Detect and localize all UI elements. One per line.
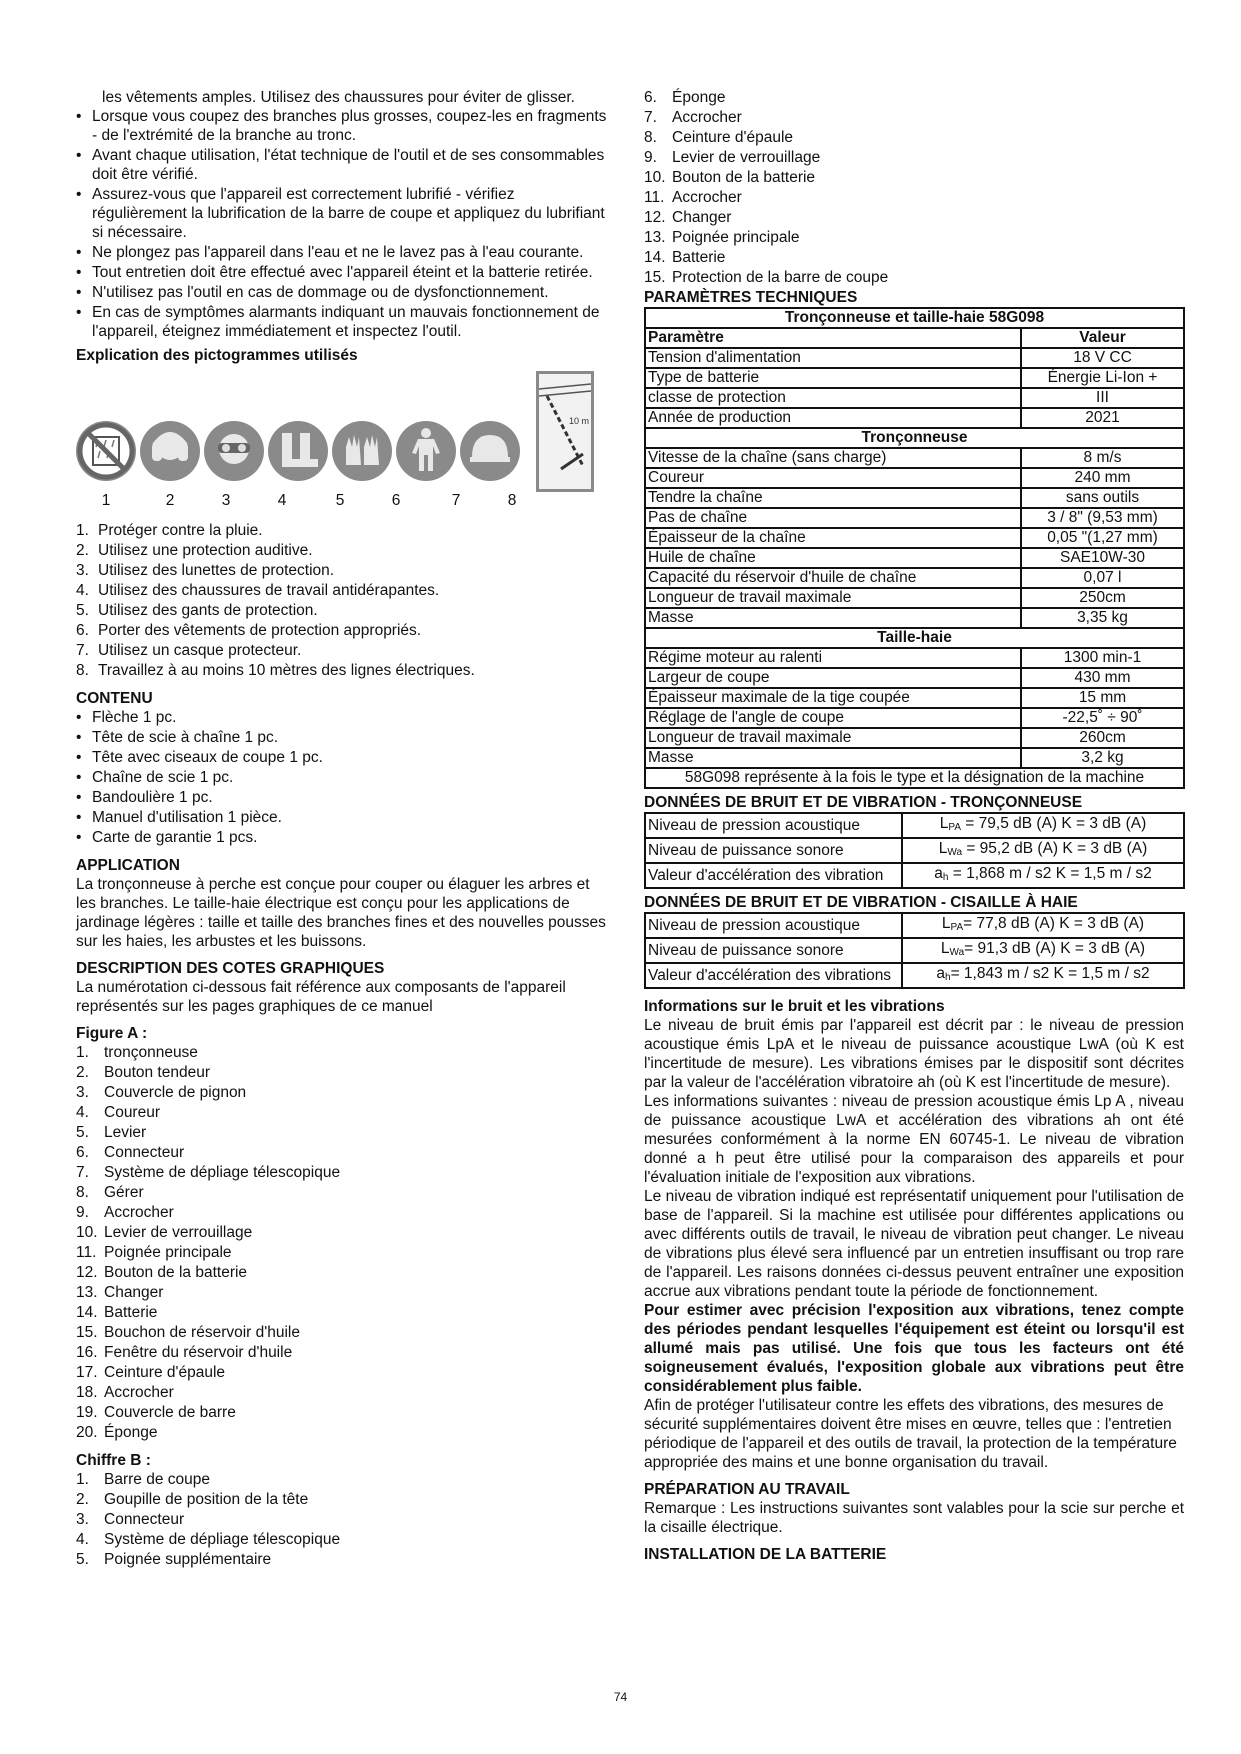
param-cell: Tendre la chaîne: [645, 488, 1021, 508]
item-number: 1.: [76, 1471, 89, 1488]
param-cell: Vitesse de la chaîne (sans charge): [645, 448, 1021, 468]
item-text: Accrocher: [104, 1204, 174, 1221]
pictogram-item: [76, 581, 612, 600]
intro-continuation: les vêtements amples. Utilisez des chaussures pour éviter de glisser.: [102, 89, 575, 106]
tech-row: [645, 728, 1184, 748]
figure-a-item: [76, 1103, 612, 1122]
item-text: Protection de la barre de coupe: [672, 269, 889, 286]
noise-param-cell: Valeur d'accélération des vibration: [645, 863, 902, 888]
item-text: Goupille de position de la tête: [104, 1491, 309, 1508]
figure-b-item: [644, 188, 1184, 207]
item-number: 6.: [76, 1144, 89, 1161]
pictogram-number: 3: [221, 492, 231, 509]
item-number: 11.: [644, 189, 665, 206]
item-text: Levier de verrouillage: [672, 149, 821, 166]
item-number: 3.: [76, 1511, 89, 1528]
noise-param-cell: Niveau de pression acoustique: [645, 913, 902, 938]
noise-row: [645, 938, 1184, 963]
figure-a-item: [76, 1403, 612, 1422]
item-number: 14.: [76, 1304, 98, 1321]
figure-a-item: [76, 1383, 612, 1402]
item-number: 10.: [644, 169, 666, 186]
item-text: Bouton de la batterie: [104, 1264, 248, 1281]
chainsaw-section-heading: Tronçonneuse: [645, 428, 1184, 448]
tech-table-title-row: [645, 308, 1184, 328]
noise-symbol: L: [940, 940, 950, 957]
item-number: 2.: [76, 1064, 89, 1081]
figure-b-item: [644, 228, 1184, 247]
pictogram-numbers: [76, 491, 596, 511]
tech-row: [645, 368, 1184, 388]
tech-row: [645, 488, 1184, 508]
param-cell: Épaisseur de la chaîne: [645, 528, 1021, 548]
tech-table-title: Tronçonneuse et taille-haie 58G098: [645, 308, 1184, 328]
noise-param-cell: Niveau de puissance sonore: [645, 838, 902, 863]
item-text: Accrocher: [672, 189, 742, 206]
figure-b-item: [644, 128, 1184, 147]
noise-subscript: Wa: [949, 947, 965, 958]
protective-clothing-icon: [396, 421, 456, 481]
item-number: 5.: [76, 602, 89, 619]
pictogram-explanation-list: [76, 521, 612, 680]
safety-bullet: • Ne plongez pas l'appareil dans l'eau et ne le lavez pas à l'eau courante.: [76, 243, 612, 262]
value-cell: 3,2 kg: [1021, 748, 1184, 768]
content-heading: CONTENU: [76, 690, 153, 707]
value-cell: 1300 min-1: [1021, 648, 1184, 668]
figure-b-item: [76, 1550, 612, 1569]
safety-bullet: • Assurez-vous que l'appareil est correctement lubrifié - vérifiez régulièrement la lubrification de la barre de coupe et appliquez du lubrifiant si nécessaire.: [76, 185, 612, 242]
item-text: Travaillez à au moins 10 mètres des lignes électriques.: [98, 662, 475, 679]
figure-a-item: [76, 1223, 612, 1242]
content-item: • Tête avec ciseaux de coupe 1 pc.: [76, 748, 612, 767]
item-text: Porter des vêtements de protection appropriés.: [98, 622, 422, 639]
tech-row: [645, 528, 1184, 548]
param-cell: classe de protection: [645, 388, 1021, 408]
item-text: Changer: [672, 209, 732, 226]
value-cell: 8 m/s: [1021, 448, 1184, 468]
noise-value-cell: [902, 938, 1184, 963]
tech-row: [645, 408, 1184, 428]
noise-chainsaw-heading: DONNÉES DE BRUIT ET DE VIBRATION - TRONÇONNEUSE: [644, 794, 1083, 811]
figure-a-item: [76, 1283, 612, 1302]
value-cell: SAE10W-30: [1021, 548, 1184, 568]
noise-value: = 77,8 dB (A) K = 3 dB (A): [963, 915, 1145, 932]
figure-a-item: [76, 1423, 612, 1442]
param-cell: Épaisseur maximale de la tige coupée: [645, 688, 1021, 708]
info-bold-paragraph: Pour estimer avec précision l'exposition aux vibrations, tenez compte des périodes pendant lesquelles l'équipement est éteint ou lorsqu'il est allumé mais pas utilisé. Une fois que tous les facteurs ont été soigneusement évalués, l'exposition globale aux vibrations peut être considérablement plus faible.: [644, 1302, 1184, 1395]
figure-b-item: [76, 1470, 612, 1489]
info-heading: Informations sur le bruit et les vibrations: [644, 998, 945, 1015]
item-number: 2.: [76, 542, 89, 559]
right-column: [644, 88, 1184, 1564]
item-number: 7.: [76, 642, 89, 659]
item-number: 4.: [76, 1531, 89, 1548]
value-cell: 0,05 "(1,27 mm): [1021, 528, 1184, 548]
pictogram-number: 6: [391, 492, 401, 509]
param-cell: Type de batterie: [645, 368, 1021, 388]
pictogram-number: 7: [451, 492, 461, 509]
noise-hedge-heading: DONNÉES DE BRUIT ET DE VIBRATION - CISAILLE À HAIE: [644, 894, 1078, 911]
figure-a-heading: Figure A :: [76, 1025, 148, 1042]
noise-value: = 91,3 dB (A) K = 3 dB (A): [964, 940, 1146, 957]
item-number: 7.: [76, 1164, 89, 1181]
chainsaw-section-heading-row: [645, 428, 1184, 448]
noise-value: = 79,5 dB (A) K = 3 dB (A): [961, 815, 1147, 832]
tech-row: [645, 708, 1184, 728]
noise-subscript: Wa: [947, 847, 963, 858]
item-text: Poignée supplémentaire: [104, 1551, 272, 1568]
figure-a-item: [76, 1083, 612, 1102]
item-number: 20.: [76, 1424, 98, 1441]
pictogram-number: 1: [101, 492, 111, 509]
left-column: [76, 88, 612, 1570]
tech-row: [645, 348, 1184, 368]
param-cell: Coureur: [645, 468, 1021, 488]
info-paragraph-2: Les informations suivantes : niveau de pression acoustique émis Lp A , niveau de puissance acoustique LwA et accélération des vibrations ah ont été mesurées conformément à la norme EN 60745-1. Le niveau de vibration donné a h peut être utilisé pour la comparaison des appareils et pour l'évaluation initiale de l'exposition aux vibrations.: [644, 1093, 1184, 1186]
noise-row: [645, 863, 1184, 888]
safety-bullet-list: [76, 107, 612, 341]
figure-b-continued-list: [644, 88, 1184, 287]
item-text: Batterie: [672, 249, 726, 266]
tech-row: [645, 448, 1184, 468]
figure-b-item: [644, 168, 1184, 187]
item-number: 8.: [76, 1184, 89, 1201]
value-cell: -22,5˚ ÷ 90˚: [1021, 708, 1184, 728]
noise-subscript: h: [945, 972, 951, 983]
prep-text: Remarque : Les instructions suivantes sont valables pour la scie sur perche et la cisaille électrique.: [644, 1500, 1184, 1536]
noise-param-cell: Niveau de pression acoustique: [645, 813, 902, 838]
noise-symbol: a: [936, 965, 946, 982]
noise-row: [645, 813, 1184, 838]
noise-symbol: L: [939, 815, 949, 832]
figure-a-item: [76, 1183, 612, 1202]
info-paragraph-1: Le niveau de bruit émis par l'appareil est décrit par : le niveau de pression acoustique émis LpA et le niveau de puissance acoustique LwA (où K est l'incertitude de mesure). Les vibrations émises par le dispositif sont décrites par la valeur de l'accélération vibratoire ah (où K est l'incertitude de mesure).: [644, 1017, 1184, 1091]
col-value-header: Valeur: [1021, 328, 1184, 348]
figure-a-item: [76, 1163, 612, 1182]
content-item: • Tête de scie à chaîne 1 pc.: [76, 728, 612, 747]
tech-row: [645, 748, 1184, 768]
item-text: Fenêtre du réservoir d'huile: [104, 1344, 293, 1361]
item-text: Couvercle de pignon: [104, 1084, 247, 1101]
item-number: 13.: [76, 1284, 98, 1301]
figure-a-item: [76, 1363, 612, 1382]
item-text: Utilisez un casque protecteur.: [98, 642, 302, 659]
item-number: 4.: [76, 582, 89, 599]
tech-row: [645, 468, 1184, 488]
item-text: Connecteur: [104, 1511, 185, 1528]
value-cell: 3 / 8" (9,53 mm): [1021, 508, 1184, 528]
item-text: Bouton de la batterie: [672, 169, 816, 186]
tech-row: [645, 548, 1184, 568]
item-number: 8.: [76, 662, 89, 679]
content-item: • Flèche 1 pc.: [76, 708, 612, 727]
item-text: tronçonneuse: [104, 1044, 198, 1061]
param-cell: Masse: [645, 748, 1021, 768]
noise-row: [645, 838, 1184, 863]
pictogram-number: 4: [277, 492, 287, 509]
item-number: 6.: [644, 89, 657, 106]
noise-subscript: PA: [950, 922, 964, 933]
protective-gloves-icon: [332, 421, 392, 481]
tech-heading: PARAMÈTRES TECHNIQUES: [644, 289, 858, 306]
figure-a-item: [76, 1323, 612, 1342]
col-param-header: Paramètre: [645, 328, 1021, 348]
item-text: Ceinture d'épaule: [104, 1364, 226, 1381]
value-cell: 18 V CC: [1021, 348, 1184, 368]
noise-value-cell: [902, 963, 1184, 988]
value-cell: 0,07 l: [1021, 568, 1184, 588]
figure-b-heading: Chiffre B :: [76, 1452, 151, 1469]
item-number: 3.: [76, 1084, 89, 1101]
figure-a-list: [76, 1043, 612, 1442]
pictogram-item: [76, 641, 612, 660]
tech-row: [645, 588, 1184, 608]
item-number: 3.: [76, 562, 89, 579]
figure-b-item: [76, 1510, 612, 1529]
noise-subscript: h: [942, 872, 949, 883]
hedge-section-heading-row: [645, 628, 1184, 648]
description-heading: DESCRIPTION DES COTES GRAPHIQUES: [76, 960, 385, 977]
figure-a-item: [76, 1123, 612, 1142]
prep-heading: PRÉPARATION AU TRAVAIL: [644, 1481, 850, 1498]
noise-row: [645, 963, 1184, 988]
tech-row: [645, 648, 1184, 668]
item-text: Levier de verrouillage: [104, 1224, 253, 1241]
safety-bullet: • Avant chaque utilisation, l'état technique de l'outil et de ses consommables doit être vérifié.: [76, 146, 612, 184]
noise-symbol: L: [938, 840, 948, 857]
figure-a-item: [76, 1343, 612, 1362]
item-text: Utilisez des gants de protection.: [98, 602, 318, 619]
param-cell: Largeur de coupe: [645, 668, 1021, 688]
pictogram-item: [76, 521, 612, 540]
item-number: 19.: [76, 1404, 98, 1421]
tech-row: [645, 608, 1184, 628]
item-number: 5.: [76, 1551, 89, 1568]
content-list: [76, 708, 612, 847]
item-number: 15.: [644, 269, 666, 286]
noise-value: = 1,868 m / s2 K = 1,5 m / s2: [948, 865, 1152, 882]
item-number: 16.: [76, 1344, 98, 1361]
param-cell: Huile de chaîne: [645, 548, 1021, 568]
figure-b-item: [644, 208, 1184, 227]
figure-a-item: [76, 1243, 612, 1262]
noise-param-cell: Niveau de puissance sonore: [645, 938, 902, 963]
item-text: Protéger contre la pluie.: [98, 522, 263, 539]
item-number: 1.: [76, 1044, 89, 1061]
item-number: 1.: [76, 522, 89, 539]
item-text: Utilisez une protection auditive.: [98, 542, 313, 559]
item-text: Levier: [104, 1124, 147, 1141]
param-cell: Réglage de l'angle de coupe: [645, 708, 1021, 728]
value-cell: 260cm: [1021, 728, 1184, 748]
noise-value-cell: [902, 913, 1184, 938]
item-text: Accrocher: [104, 1384, 174, 1401]
item-text: Éponge: [672, 89, 726, 106]
param-cell: Régime moteur au ralenti: [645, 648, 1021, 668]
param-cell: Longueur de travail maximale: [645, 588, 1021, 608]
value-cell: sans outils: [1021, 488, 1184, 508]
item-number: 14.: [644, 249, 666, 266]
item-number: 6.: [76, 622, 89, 639]
pictogram-item: [76, 661, 612, 680]
safety-bullet: • N'utilisez pas l'outil en cas de dommage ou de dysfonctionnement.: [76, 283, 612, 302]
item-number: 15.: [76, 1324, 98, 1341]
figure-a-item: [76, 1203, 612, 1222]
value-cell: 3,35 kg: [1021, 608, 1184, 628]
safety-boots-icon: [268, 421, 328, 481]
pictogram-number: 5: [335, 492, 345, 509]
item-number: 11.: [76, 1244, 97, 1261]
figure-a-item: [76, 1063, 612, 1082]
item-number: 18.: [76, 1384, 98, 1401]
item-text: Coureur: [104, 1104, 160, 1121]
param-cell: Année de production: [645, 408, 1021, 428]
content-item: • Chaîne de scie 1 pc.: [76, 768, 612, 787]
safety-bullet: • Tout entretien doit être effectué avec l'appareil éteint et la batterie retirée.: [76, 263, 612, 282]
tech-row: [645, 568, 1184, 588]
param-cell: Pas de chaîne: [645, 508, 1021, 528]
figure-b-item: [644, 148, 1184, 167]
figure-b-item: [76, 1490, 612, 1509]
description-text: La numérotation ci-dessous fait référence aux composants de l'appareil représentés sur les pages graphiques de ce manuel: [76, 979, 566, 1015]
noise-subscript: PA: [948, 822, 961, 833]
item-text: Bouton tendeur: [104, 1064, 211, 1081]
tech-row: [645, 388, 1184, 408]
tech-table-footer-row: [645, 768, 1184, 788]
param-cell: Capacité du réservoir d'huile de chaîne: [645, 568, 1021, 588]
figure-b-item: [644, 88, 1184, 107]
item-text: Poignée principale: [672, 229, 800, 246]
info-paragraph-4: Afin de protéger l'utilisateur contre les effets des vibrations, des mesures de sécurité supplémentaires doivent être mises en œuvre, telles que : l'entretien périodique de l'appareil et des outils de travail, la protection de la température appropriée des mains et une bonne organisation du travail.: [644, 1397, 1177, 1471]
value-cell: III: [1021, 388, 1184, 408]
noise-value-cell: [902, 863, 1184, 888]
figure-b-item: [644, 268, 1184, 287]
application-heading: APPLICATION: [76, 857, 180, 874]
item-number: 12.: [76, 1264, 98, 1281]
item-text: Connecteur: [104, 1144, 185, 1161]
item-number: 4.: [76, 1104, 89, 1121]
value-cell: 250cm: [1021, 588, 1184, 608]
item-number: 10.: [76, 1224, 98, 1241]
item-number: 2.: [76, 1491, 89, 1508]
item-number: 7.: [644, 109, 657, 126]
figure-a-item: [76, 1143, 612, 1162]
item-text: Changer: [104, 1284, 164, 1301]
figure-a-item: [76, 1263, 612, 1282]
value-cell: 15 mm: [1021, 688, 1184, 708]
item-text: Ceinture d'épaule: [672, 129, 794, 146]
noise-value: = 1,843 m / s2 K = 1,5 m / s2: [950, 965, 1150, 982]
item-number: 17.: [76, 1364, 98, 1381]
noise-hedge-table: [644, 912, 1185, 989]
item-text: Système de dépliage télescopique: [104, 1164, 341, 1181]
item-number: 5.: [76, 1124, 89, 1141]
item-text: Utilisez des lunettes de protection.: [98, 562, 335, 579]
battery-heading: INSTALLATION DE LA BATTERIE: [644, 1546, 887, 1563]
figure-b-item: [644, 108, 1184, 127]
content-item: • Bandoulière 1 pc.: [76, 788, 612, 807]
noise-chainsaw-table: [644, 812, 1185, 889]
item-number: 8.: [644, 129, 657, 146]
value-cell: 430 mm: [1021, 668, 1184, 688]
pictogram-item: [76, 621, 612, 640]
tech-row: [645, 668, 1184, 688]
item-text: Éponge: [104, 1424, 158, 1441]
figure-b-item: [644, 248, 1184, 267]
no-rain-icon: [76, 421, 136, 481]
noise-symbol: L: [941, 915, 951, 932]
noise-value-cell: [902, 813, 1184, 838]
item-number: 9.: [76, 1204, 89, 1221]
item-text: Poignée principale: [104, 1244, 232, 1261]
noise-row: [645, 913, 1184, 938]
noise-symbol: a: [934, 865, 943, 882]
param-cell: Masse: [645, 608, 1021, 628]
item-number: 13.: [644, 229, 666, 246]
pictogram-number: 2: [165, 492, 175, 509]
safety-bullet: • En cas de symptômes alarmants indiquant un mauvais fonctionnement de l'appareil, éteignez immédiatement et inspectez l'outil.: [76, 303, 612, 341]
pictogram-item: [76, 561, 612, 580]
item-text: Système de dépliage télescopique: [104, 1531, 341, 1548]
pictogram-number: 8: [507, 492, 517, 509]
pictogram-item: [76, 601, 612, 620]
item-number: 12.: [644, 209, 666, 226]
helmet-icon: [460, 421, 520, 481]
param-cell: Tension d'alimentation: [645, 348, 1021, 368]
value-cell: Énergie Li-Ion +: [1021, 368, 1184, 388]
item-text: Batterie: [104, 1304, 158, 1321]
item-number: 9.: [644, 149, 657, 166]
eye-protection-icon: [204, 421, 264, 481]
figure-b-item: [76, 1530, 612, 1549]
tech-table-footer: 58G098 représente à la fois le type et la désignation de la machine: [645, 768, 1184, 788]
item-text: Utilisez des chaussures de travail antidérapantes.: [98, 582, 440, 599]
page-number: 74: [613, 1690, 628, 1704]
tech-row: [645, 508, 1184, 528]
figure-b-list: [76, 1470, 612, 1569]
content-item: • Manuel d'utilisation 1 pièce.: [76, 808, 612, 827]
application-text: La tronçonneuse à perche est conçue pour couper ou élaguer les arbres et les branches. Le taille-haie électrique est conçu pour les applications de jardinage légères : taille et taille des branches fines et des nouvelles pousses sur les haies, les arbustes et les buissons.: [76, 876, 606, 950]
item-text: Gérer: [104, 1184, 144, 1201]
item-text: Couvercle de barre: [104, 1404, 236, 1421]
tech-table: [644, 307, 1185, 789]
figure-a-item: [76, 1303, 612, 1322]
item-text: Bouchon de réservoir d'huile: [104, 1324, 300, 1341]
noise-value: = 95,2 dB (A) K = 3 dB (A): [962, 840, 1148, 857]
ear-protection-icon: [140, 421, 200, 481]
content-item: • Carte de garantie 1 pcs.: [76, 828, 612, 847]
figure-a-item: [76, 1043, 612, 1062]
pictograms-heading: Explication des pictogrammes utilisés: [76, 347, 358, 364]
value-cell: 2021: [1021, 408, 1184, 428]
sign-distance-label: 10 m: [569, 416, 590, 426]
pictogram-item: [76, 541, 612, 560]
noise-param-cell: Valeur d'accélération des vibrations: [645, 963, 902, 988]
noise-value-cell: [902, 838, 1184, 863]
item-text: Accrocher: [672, 109, 742, 126]
info-paragraph-3: Le niveau de vibration indiqué est représentatif uniquement pour l'utilisation de base de l'appareil. Si la machine est utilisée pour différentes applications ou avec différents outils de travail, le niveau de vibration peut changer. Le niveau de vibrations plus élevé sera influencé par un entretien insuffisant ou trop rare de l'appareil. Les raisons données ci-dessus peuvent entraîner une exposition accrue aux vibrations pendant toute la période de fonctionnement.: [644, 1188, 1184, 1300]
pictograms-row: [76, 371, 612, 521]
safety-bullet: • Lorsque vous coupez des branches plus grosses, coupez-les en fragments - de l'extrémité de la branche au tronc.: [76, 107, 612, 145]
item-text: Barre de coupe: [104, 1471, 210, 1488]
power-line-distance-icon: [536, 371, 594, 492]
tech-table-header-row: [645, 328, 1184, 348]
param-cell: Longueur de travail maximale: [645, 728, 1021, 748]
tech-row: [645, 688, 1184, 708]
value-cell: 240 mm: [1021, 468, 1184, 488]
hedge-section-heading: Taille-haie: [645, 628, 1184, 648]
